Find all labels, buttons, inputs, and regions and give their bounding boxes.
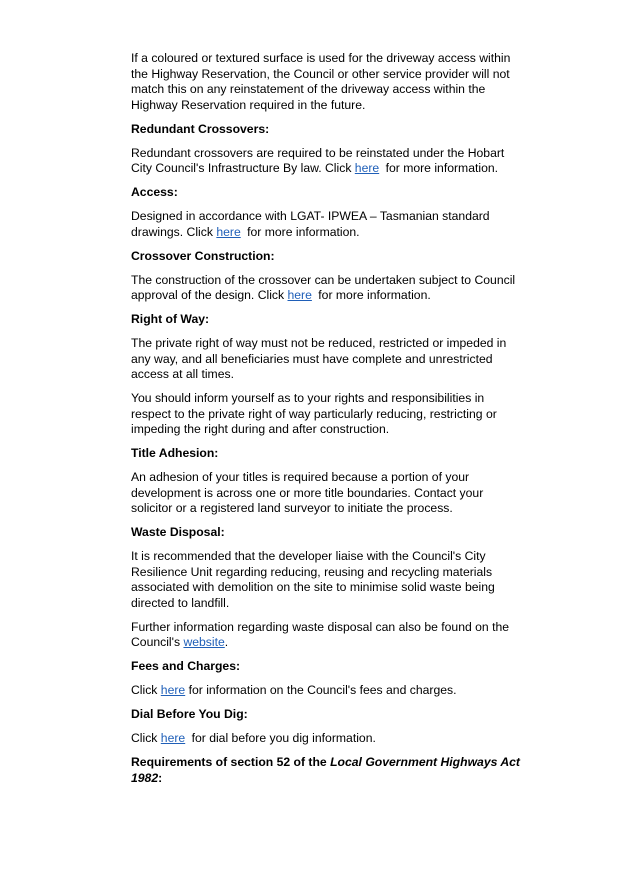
heading-title-adhesion: Title Adhesion: xyxy=(131,446,219,460)
heading-right-of-way: Right of Way: xyxy=(131,312,210,326)
right-of-way-paragraph-1: The private right of way must not be reduced, restricted or impeded in any way, and all beneficiaries must have complete and unrestricted access at all times. xyxy=(131,336,507,381)
heading-dial-before-you-dig: Dial Before You Dig: xyxy=(131,707,248,721)
fees-paragraph xyxy=(131,683,526,699)
redundant-crossovers-link[interactable]: here xyxy=(354,161,380,175)
access-text: Designed in accordance with LGAT- IPWEA – Tasmanian standard drawings. Click xyxy=(131,209,490,239)
crossover-construction-paragraph xyxy=(131,273,526,304)
waste-disposal-paragraph-1: It is recommended that the developer liaise with the Council's City Resilience Unit regarding reducing, reusing and recycling materials associated with demolition on the site to minimise solid waste being directed to landfill. xyxy=(131,549,495,610)
dial-before-you-dig-paragraph xyxy=(131,731,526,747)
waste-disposal-text-after: . xyxy=(224,635,229,649)
heading-crossover-construction: Crossover Construction: xyxy=(131,248,275,263)
access-text-after: for more information. xyxy=(243,224,360,239)
waste-disposal-paragraph-2 xyxy=(131,620,526,651)
heading-section-52 xyxy=(131,755,526,786)
section-52-act-name: Local Government Highways Act 1982 xyxy=(131,755,520,785)
waste-disposal-text: Further information regarding waste disposal can also be found on the Council's xyxy=(131,619,510,649)
title-adhesion-paragraph: An adhesion of your titles is required because a portion of your development is across one or more title boundaries. Contact your solicitor or a registered land surveyor to initiate the process. xyxy=(131,470,484,515)
waste-disposal-website-link[interactable]: website xyxy=(183,635,225,649)
access-link[interactable]: here xyxy=(216,224,241,239)
heading-access: Access: xyxy=(131,185,178,199)
crossover-construction-text: The construction of the crossover can be undertaken subject to Council approval of the design. Click xyxy=(131,272,516,302)
dial-before-you-dig-text-after: for dial before you dig information. xyxy=(188,731,376,745)
fees-link[interactable]: here xyxy=(160,683,186,697)
redundant-crossovers-paragraph xyxy=(131,146,526,177)
crossover-construction-link[interactable]: here xyxy=(287,288,312,302)
crossover-construction-text-after: for more information. xyxy=(314,288,431,302)
section-52-heading-text: Requirements of section 52 of the xyxy=(131,755,331,769)
section-52-heading-colon: : xyxy=(158,770,163,785)
access-paragraph xyxy=(131,209,526,240)
heading-waste-disposal: Waste Disposal: xyxy=(131,525,225,539)
heading-fees-and-charges: Fees and Charges: xyxy=(131,659,241,673)
intro-paragraph: If a coloured or textured surface is used for the driveway access within the Highway Reservation, the Council or other service provider will not match this on any reinstatement of the driveway access within the Highway Reservation required in the future. xyxy=(131,51,511,112)
heading-redundant-crossovers: Redundant Crossovers: xyxy=(131,121,270,136)
redundant-crossovers-text: Redundant crossovers are required to be reinstated under the Hobart City Council's Infrastructure By law. Click xyxy=(131,145,505,175)
fees-text: Click xyxy=(131,683,161,697)
fees-text-after: for information on the Council's fees and charges. xyxy=(185,683,457,697)
redundant-crossovers-text-after: for more information. xyxy=(382,161,499,175)
document-content xyxy=(131,51,526,786)
dial-before-you-dig-text: Click xyxy=(131,731,161,745)
right-of-way-paragraph-2: You should inform yourself as to your rights and responsibilities in respect to the private right of way particularly reducing, restricting or impeding the right during and after construction. xyxy=(131,391,497,436)
dial-before-you-dig-link[interactable]: here xyxy=(160,731,186,745)
